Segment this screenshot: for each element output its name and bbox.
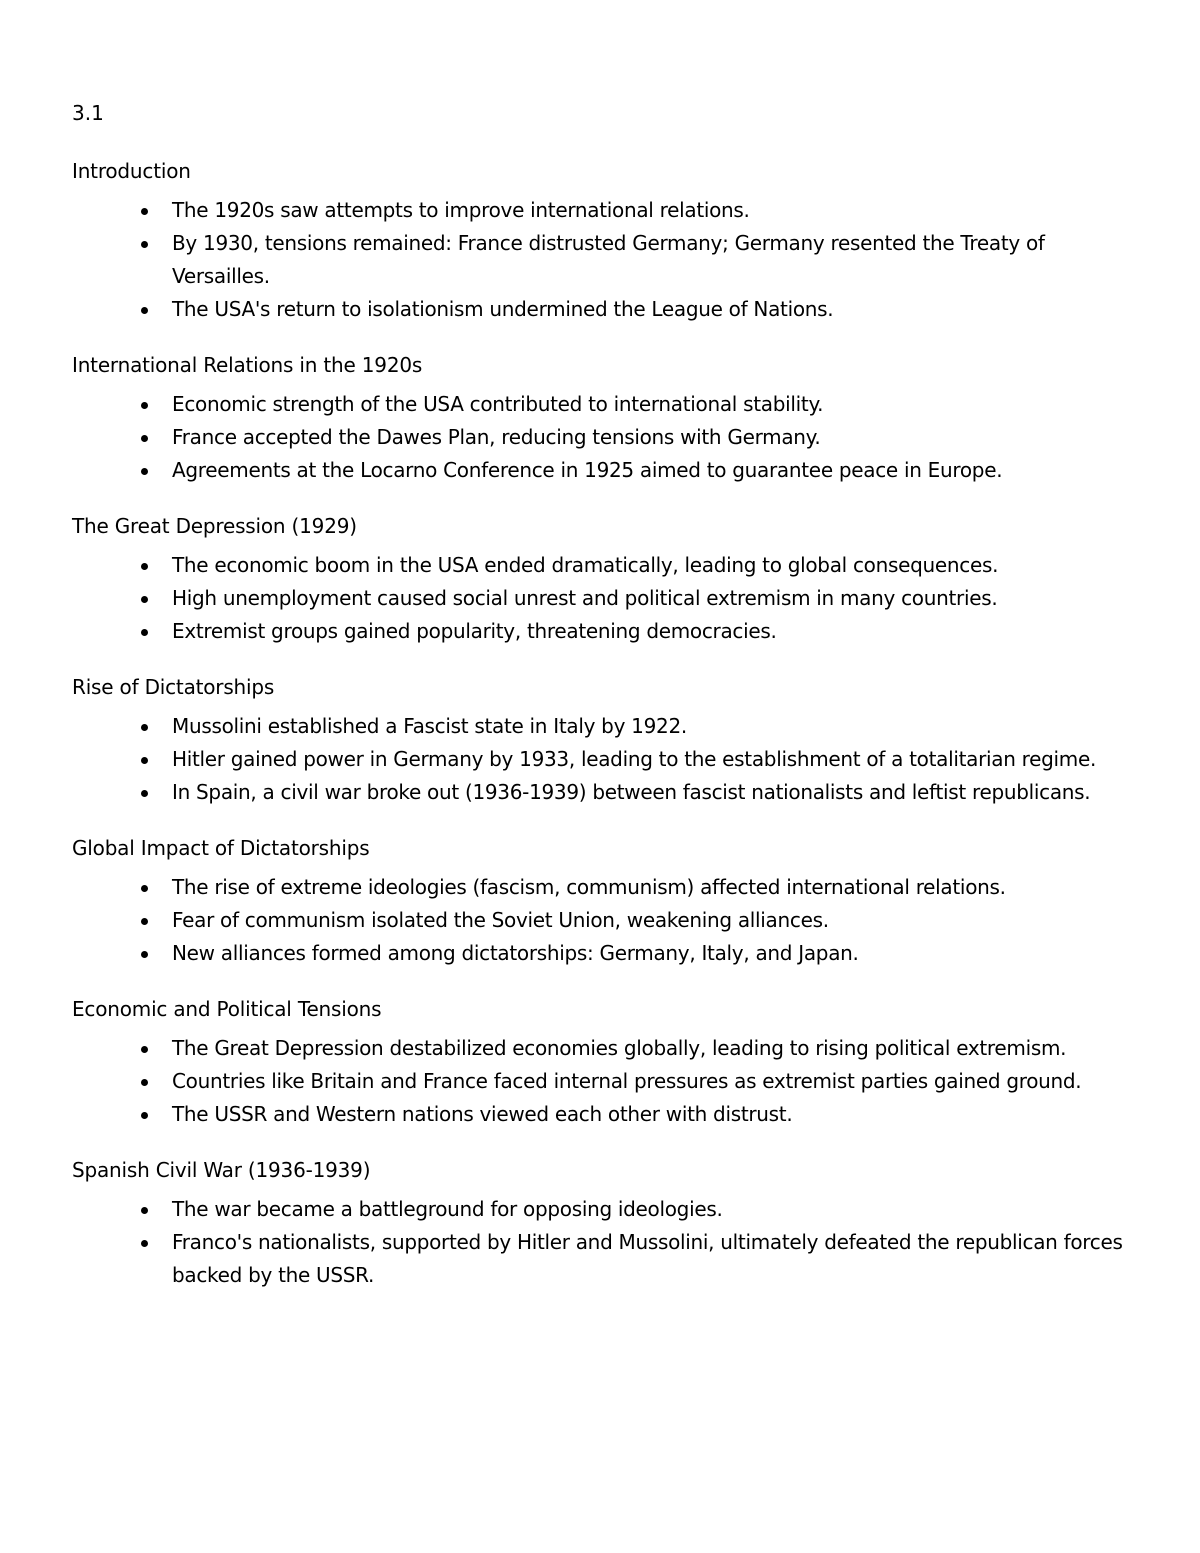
bullet-item: High unemployment caused social unrest and political extremism in many countries. [72,582,1142,615]
section [72,994,1142,1131]
bullet-item: The USA's return to isolationism undermined the League of Nations. [72,293,1142,326]
bullet-item: Economic strength of the USA contributed to international stability. [72,388,1142,421]
bullet-item: The economic boom in the USA ended dramatically, leading to global consequences. [72,549,1142,582]
bullet-item: In Spain, a civil war broke out (1936-1939) between fascist nationalists and leftist republicans. [72,776,1142,809]
bullet-item: Agreements at the Locarno Conference in 1925 aimed to guarantee peace in Europe. [72,454,1142,487]
section [72,156,1142,326]
bullet-item: Countries like Britain and France faced internal pressures as extremist parties gained ground. [72,1065,1142,1098]
bullet-list [72,388,1142,487]
bullet-item: By 1930, tensions remained: France distrusted Germany; Germany resented the Treaty of Versailles. [72,227,1142,293]
section [72,672,1142,809]
bullet-list [72,1032,1142,1131]
section-heading: International Relations in the 1920s [72,353,423,377]
section-heading: Global Impact of Dictatorships [72,836,370,860]
bullet-item: New alliances formed among dictatorships: Germany, Italy, and Japan. [72,937,1142,970]
sections-container [72,156,1142,1292]
bullet-item: Mussolini established a Fascist state in Italy by 1922. [72,710,1142,743]
section [72,833,1142,970]
bullet-item: The Great Depression destabilized economies globally, leading to rising political extremism. [72,1032,1142,1065]
section [72,350,1142,487]
bullet-item: The 1920s saw attempts to improve international relations. [72,194,1142,227]
document-page [72,98,1142,1316]
bullet-item: Franco's nationalists, supported by Hitler and Mussolini, ultimately defeated the republican forces backed by the USSR. [72,1226,1142,1292]
bullet-item: Extremist groups gained popularity, threatening democracies. [72,615,1142,648]
section-heading: The Great Depression (1929) [72,514,357,538]
bullet-list [72,194,1142,326]
bullet-item: The war became a battleground for opposing ideologies. [72,1193,1142,1226]
bullet-item: Fear of communism isolated the Soviet Union, weakening alliances. [72,904,1142,937]
bullet-item: The rise of extreme ideologies (fascism, communism) affected international relations. [72,871,1142,904]
section [72,511,1142,648]
bullet-item: Hitler gained power in Germany by 1933, leading to the establishment of a totalitarian regime. [72,743,1142,776]
bullet-item: France accepted the Dawes Plan, reducing tensions with Germany. [72,421,1142,454]
section-heading: Rise of Dictatorships [72,675,275,699]
section-heading: Spanish Civil War (1936-1939) [72,1158,371,1182]
bullet-list [72,871,1142,970]
document-number: 3.1 [72,101,104,125]
section-heading: Introduction [72,159,191,183]
bullet-list [72,549,1142,648]
bullet-item: The USSR and Western nations viewed each other with distrust. [72,1098,1142,1131]
bullet-list [72,1193,1142,1292]
section [72,1155,1142,1292]
bullet-list [72,710,1142,809]
section-heading: Economic and Political Tensions [72,997,382,1021]
